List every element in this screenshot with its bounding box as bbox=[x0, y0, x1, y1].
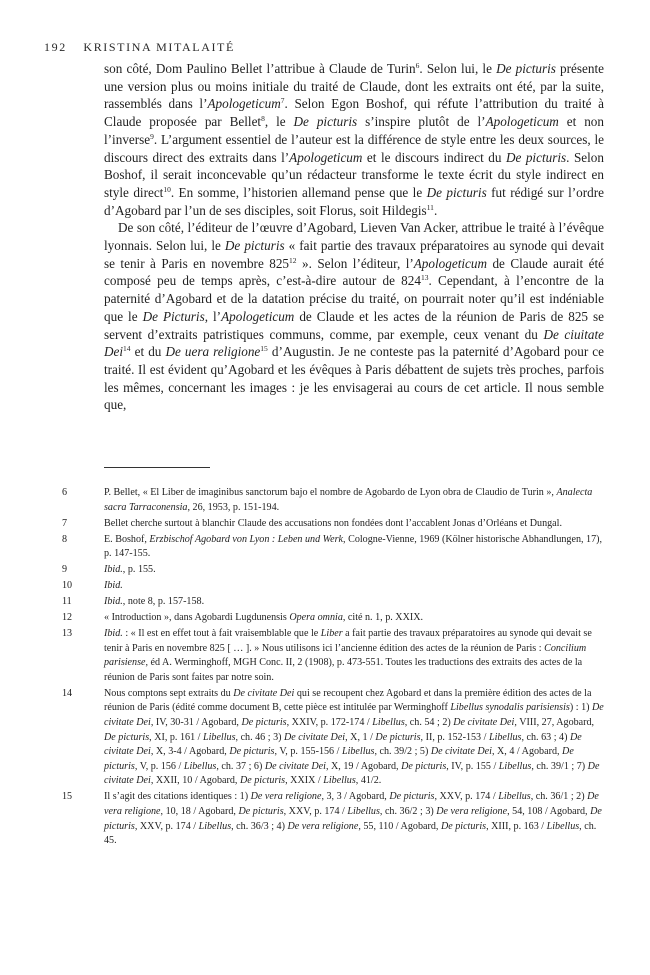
text-run: , XXII, 10 / Agobard, bbox=[150, 775, 240, 787]
text-run: et non l’inverse bbox=[104, 114, 604, 147]
text-run: « fait partie des travaux préparatoires au synode qui devait se tenir à Paris en novembre 825 bbox=[104, 238, 604, 271]
text-run: , X, 4 / Agobard, bbox=[491, 746, 563, 758]
text-run: , XIII, p. 163 / bbox=[486, 820, 547, 832]
italic-text: Apologeticum bbox=[485, 114, 559, 130]
text-run: , X, 1 / bbox=[345, 731, 376, 743]
italic-text: Opera omnia bbox=[289, 612, 343, 624]
footnote-number: 7 bbox=[62, 517, 68, 529]
running-head-author: KRISTINA MITALAITÉ bbox=[83, 40, 235, 54]
footnotes bbox=[62, 486, 604, 850]
text-run: Nous comptons sept extraits du bbox=[104, 687, 234, 699]
text-run: . L’argument essentiel de l’auteur est la différence de style entre les deux sources, le discours direct des extraits dans l’ bbox=[104, 131, 604, 165]
text-run: , cité n. 1, p. XXIX. bbox=[342, 612, 424, 624]
italic-text: Libellus synodalis parisiensis bbox=[450, 702, 570, 714]
footnote-text bbox=[104, 486, 604, 515]
footnote-ref: 13 bbox=[420, 273, 429, 283]
italic-text: De civitate Dei bbox=[264, 760, 326, 772]
footnote-number: 14 bbox=[62, 687, 73, 699]
text-run: , ch. 54 ; 2) bbox=[404, 717, 454, 729]
italic-text: De Picturis bbox=[142, 308, 205, 324]
text-run: , IV, 30-31 / Agobard, bbox=[150, 717, 242, 729]
italic-text: De civitate Dei bbox=[284, 731, 346, 743]
page-number: 192 bbox=[44, 40, 67, 54]
footnote-ref: 8 bbox=[261, 114, 265, 124]
text-run: , X, 19 / Agobard, bbox=[325, 760, 402, 772]
running-header bbox=[44, 40, 235, 55]
text-run: E. Boshof, bbox=[104, 533, 150, 545]
footnote bbox=[62, 533, 604, 562]
italic-text: Libellus bbox=[498, 791, 531, 803]
italic-text: Libellus bbox=[183, 760, 217, 772]
footnote-number: 13 bbox=[62, 628, 73, 640]
footnote-text bbox=[104, 517, 604, 532]
text-run: . En somme, l’historien allemand pense que le bbox=[170, 184, 427, 200]
footnote-number: 15 bbox=[62, 791, 73, 803]
text-run: , p. 155. bbox=[122, 564, 156, 576]
text-run: , IV, p. 155 / bbox=[446, 760, 499, 772]
footnote bbox=[62, 517, 604, 532]
text-run: son côté, Dom Paulino Bellet l’attribue à Claude de Turin bbox=[104, 61, 416, 76]
footnote-text bbox=[104, 595, 604, 610]
footnote bbox=[62, 486, 604, 515]
italic-text: Libellus bbox=[347, 805, 380, 817]
text-run: ) : 1) bbox=[569, 702, 593, 714]
italic-text: De civitate Dei bbox=[453, 717, 515, 729]
footnote-text bbox=[104, 533, 604, 562]
italic-text: Liber bbox=[320, 628, 343, 640]
italic-text: Ibid. bbox=[104, 628, 123, 640]
italic-text: De civitate Dei bbox=[104, 731, 582, 758]
italic-text: De civitate Dei bbox=[104, 760, 600, 787]
footnote bbox=[62, 790, 604, 848]
italic-text: De picturis bbox=[496, 61, 556, 76]
text-run: , 41/2. bbox=[355, 775, 382, 787]
footnote bbox=[62, 595, 604, 610]
text-run: , ch. 46 ; 3) bbox=[235, 731, 285, 743]
italic-text: Analecta sacra Tarraconensia bbox=[104, 487, 593, 513]
text-run: a fait partie des travaux préparatoires au synode qui devait se tenir à Paris en novembre 825 [ … ]. » Nous utilisons ici l’ancienne édition des actes de la réunion de Paris : bbox=[104, 628, 592, 654]
italic-text: De picturis bbox=[238, 805, 284, 817]
italic-text: Libellus bbox=[372, 717, 405, 729]
text-run: , ch. 39/2 ; 5) bbox=[374, 746, 431, 758]
footnote bbox=[62, 611, 604, 626]
italic-text: De civitate Dei bbox=[430, 746, 492, 758]
text-run: de Claude et les actes de la réunion de Paris de 825 se servent d’extraits patristiques communs, comme, par exemple, ceux venant du bbox=[104, 308, 604, 342]
italic-text: Apologeticum bbox=[289, 149, 363, 165]
footnote-number: 9 bbox=[62, 564, 68, 576]
text-run: fut rédigé sur l’ordre d’Agobard par l’un de ses disciples, soit Florus, soit Hildegis bbox=[104, 184, 604, 218]
italic-text: De picturis bbox=[293, 114, 358, 130]
text-run: , 10, 18 / Agobard, bbox=[160, 805, 239, 817]
footnote-ref: 9 bbox=[150, 131, 154, 141]
text-run: . Selon Egon Boshof, qui réfute l’attribution du traité à Claude proposée par Bellet bbox=[104, 96, 605, 130]
text-run: , l’ bbox=[204, 308, 222, 324]
text-run: , XXIX / bbox=[285, 775, 324, 787]
footnote bbox=[62, 563, 604, 578]
text-run: « Introduction », dans Agobardi Lugdunensis bbox=[104, 612, 290, 624]
footnote bbox=[62, 579, 604, 594]
main-text bbox=[104, 60, 604, 414]
footnote-number: 10 bbox=[62, 580, 73, 592]
italic-text: De picturis bbox=[426, 184, 487, 200]
footnote-text bbox=[104, 579, 604, 594]
text-run: qui se recoupent chez Agobard et dans la première édition des actes de la réunion de Paris (édité comme document B, cette pièce est intitulée par Werminghoff bbox=[104, 687, 592, 714]
italic-text: De uera religione bbox=[165, 344, 261, 360]
text-run: présente une version plus ou moins initiale du traité de Claude, dont les extraits ont été, par la suite, rassemblés dans l’ bbox=[104, 61, 604, 112]
italic-text: Concilium parisiense bbox=[104, 642, 587, 669]
text-run: , VIII, 27, Agobard, bbox=[514, 717, 595, 729]
italic-text: Libellus bbox=[498, 760, 532, 772]
text-run: , 54, 108 / Agobard, bbox=[507, 805, 591, 817]
text-run: ». Selon l’éditeur, l’ bbox=[296, 255, 414, 271]
text-run: , 26, 1953, p. 151-194. bbox=[187, 501, 280, 513]
text-run: , ch. 36/3 ; 4) bbox=[231, 820, 288, 832]
footnote-ref: 11 bbox=[426, 202, 434, 212]
text-run: , ch. 63 ; 4) bbox=[521, 731, 570, 743]
text-run: P. Bellet, « El Liber de imaginibus sanctorum bajo el nombre de Agobardo de Lyon obra de Claudio de Turin », bbox=[104, 487, 557, 498]
text-run: , éd A. Werminghoff, MGH Conc. II, 2 (1908), p. 473-551. Toutes les traductions des extraits des actes de la réunion de Paris sont faites par notre soin. bbox=[104, 657, 583, 683]
footnote-number: 6 bbox=[62, 487, 68, 498]
footnote bbox=[62, 687, 604, 789]
italic-text: Libellus bbox=[546, 820, 580, 832]
text-run: , V, p. 156 / bbox=[134, 760, 184, 772]
italic-text: Ibid. bbox=[104, 596, 123, 608]
italic-text: De picturis bbox=[229, 746, 275, 758]
text-run: . bbox=[433, 202, 438, 218]
italic-text: Ibid. bbox=[104, 580, 123, 592]
footnote-ref: 12 bbox=[289, 255, 297, 265]
italic-text: De picturis bbox=[505, 149, 567, 165]
italic-text: De picturis bbox=[241, 717, 287, 729]
italic-text: De vera religione bbox=[250, 791, 322, 803]
text-run: , XXV, p. 174 / bbox=[434, 791, 499, 803]
italic-text: De picturis bbox=[104, 746, 574, 772]
italic-text: De civitate Dei bbox=[104, 702, 604, 729]
text-run: . Selon lui, le bbox=[419, 61, 497, 76]
text-run: , 3, 3 / Agobard, bbox=[321, 791, 390, 803]
text-run: , XXV, p. 174 / bbox=[134, 820, 199, 832]
text-run: , ch. 36/2 ; 3) bbox=[379, 805, 437, 817]
italic-text: De picturis bbox=[401, 760, 447, 772]
paragraph bbox=[104, 60, 604, 219]
italic-text: De picturis bbox=[440, 820, 487, 832]
footnote-text bbox=[104, 563, 604, 578]
italic-text: De picturis bbox=[239, 775, 286, 787]
text-run: , V, p. 155-156 / bbox=[274, 746, 342, 758]
footnote-text bbox=[104, 627, 604, 685]
italic-text: Apologeticum bbox=[221, 308, 295, 324]
footnote-ref: 10 bbox=[163, 184, 171, 194]
italic-text: De ciuitate Dei bbox=[104, 326, 604, 360]
italic-text: De vera religione bbox=[104, 791, 599, 817]
text-run: . Cependant, à l’encontre de la paternité d’Agobard et de la datation précise du traité, on pourrait noter qu’il est indéniable que le bbox=[104, 273, 604, 324]
text-run: , Cologne-Vienne, 1969 (Kölner historische Abhandlungen, 17), p. 147-155. bbox=[104, 533, 603, 560]
text-run: s’inspire plutôt de l’ bbox=[357, 114, 486, 130]
text-run: . Selon Boshof, il serait inconcevable qu’un rédacteur transforme le texte écrit du style indirect en style direct bbox=[104, 149, 604, 200]
text-run: Bellet cherche surtout à blanchir Claude des accusations non fondées dont l’accablent Jonas d’Orléans et Dungal. bbox=[104, 517, 562, 529]
italic-text: De picturis bbox=[224, 238, 285, 254]
footnote-text bbox=[104, 611, 604, 626]
footnote-text bbox=[104, 687, 604, 789]
italic-text: Libellus bbox=[198, 820, 232, 832]
italic-text: De vera religione bbox=[287, 820, 359, 832]
italic-text: De picturis bbox=[389, 791, 435, 803]
italic-text: De picturis bbox=[104, 805, 602, 832]
text-run: , ch. 39/1 ; 7) bbox=[531, 760, 588, 772]
text-run: de Claude aurait été composé peu de temps après, c’est-à-dire autour de 824 bbox=[104, 255, 604, 289]
text-run: , XXV, p. 174 / bbox=[283, 805, 348, 817]
text-run: , ch. 37 ; 6) bbox=[216, 760, 265, 772]
footnote-number: 8 bbox=[62, 533, 68, 545]
italic-text: De picturis bbox=[375, 731, 421, 743]
text-run: , XI, p. 161 / bbox=[149, 731, 203, 743]
text-run: , II, p. 152-153 / bbox=[420, 731, 489, 743]
italic-text: Erzbischof Agobard von Lyon : Leben und Werk bbox=[149, 533, 344, 545]
italic-text: Libellus bbox=[488, 731, 522, 743]
italic-text: Libellus bbox=[341, 746, 375, 758]
footnote-ref: 7 bbox=[280, 96, 285, 106]
footnote-ref: 6 bbox=[415, 61, 420, 70]
text-run: , note 8, p. 157-158. bbox=[122, 596, 205, 608]
text-run: , ch. 45. bbox=[104, 820, 597, 847]
text-run: , XXIV, p. 172-174 / bbox=[286, 717, 373, 729]
italic-text: Libellus bbox=[323, 775, 356, 787]
italic-text: Libellus bbox=[202, 731, 236, 743]
italic-text: Ibid. bbox=[104, 564, 123, 576]
text-run: Il s’agit des citations identiques : 1) bbox=[104, 791, 251, 803]
footnote-ref: 14 bbox=[123, 344, 131, 354]
text-run: et le discours indirect du bbox=[362, 149, 506, 165]
text-run: , 55, 110 / Agobard, bbox=[358, 820, 441, 832]
footnote-separator bbox=[104, 467, 210, 468]
footnote bbox=[62, 627, 604, 685]
italic-text: Apologeticum bbox=[207, 96, 281, 112]
text-run: , X, 3-4 / Agobard, bbox=[150, 746, 230, 758]
text-run: , ch. 36/1 ; 2) bbox=[530, 791, 588, 803]
footnote-number: 12 bbox=[62, 612, 73, 624]
footnote-number: 11 bbox=[62, 596, 72, 608]
footnote-text bbox=[104, 790, 604, 848]
text-run: et du bbox=[130, 344, 166, 360]
paragraph bbox=[104, 219, 604, 414]
text-run: d’Augustin. Je ne conteste pas la paternité d’Agobard pour ce traité. Il est évident qu’Agobard et les évêques à Paris débattent de sujets très proches, parfois les mêmes, concernant les images : je les envisagerai au cours de cet article. Il nous semble que, bbox=[104, 344, 604, 413]
text-run: , le bbox=[264, 114, 294, 130]
text-run: De son côté, l’éditeur de l’œuvre d’Agobard, Lieven Van Acker, attribue le traité à l’évêque lyonnais. Selon lui, le bbox=[104, 220, 604, 254]
italic-text: De civitate Dei bbox=[233, 687, 295, 699]
italic-text: De vera religione bbox=[436, 805, 508, 817]
italic-text: Apologeticum bbox=[413, 255, 487, 271]
italic-text: De picturis bbox=[104, 731, 150, 743]
footnote-ref: 15 bbox=[260, 344, 268, 354]
text-run: : « Il est en effet tout à fait vraisemblable que le bbox=[122, 628, 321, 640]
